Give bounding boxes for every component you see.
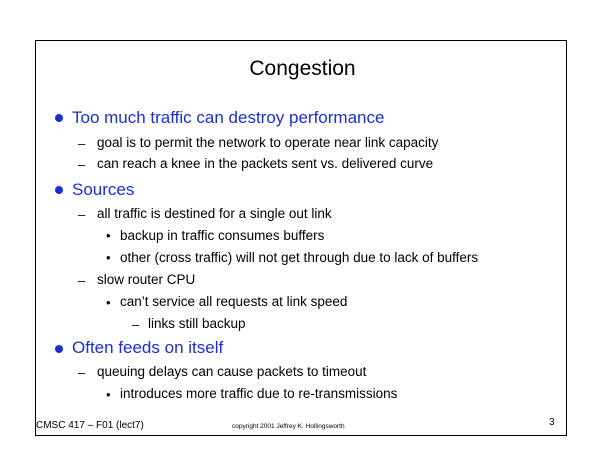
dot-marker: • [106, 387, 111, 402]
dash-marker: – [78, 273, 86, 288]
bullet-1-sub-1: goal is to permit the network to operate near link capacity [97, 135, 439, 150]
bullet-2-marker [55, 186, 63, 194]
slide-title: Congestion [249, 57, 356, 80]
dot-marker: • [106, 228, 111, 243]
page-number: 3 [549, 417, 555, 428]
bullet-1-sub-2: can reach a knee in the packets sent vs. delivered curve [97, 156, 434, 171]
dash-marker: – [132, 317, 140, 332]
dash-marker: – [78, 207, 86, 222]
dash-marker: – [78, 136, 86, 151]
bullet-2-sub-2: backup in traffic consumes buffers [120, 228, 325, 243]
bullet-2-text: Sources [72, 180, 135, 199]
bullet-3-text: Often feeds on itself [72, 338, 224, 357]
bullet-2-sub-4: slow router CPU [97, 272, 196, 287]
dot-marker: • [106, 250, 111, 265]
footer-copyright: copyright 2001 Jeffrey K. Hollingsworth [232, 423, 345, 430]
dash-marker: – [78, 365, 86, 380]
bullet-2-sub-5: can’t service all requests at link speed [120, 294, 348, 309]
bullet-2-sub-6: links still backup [148, 316, 246, 331]
footer-course: CMSC 417 – F01 (lect7) [36, 420, 144, 431]
bullet-2-sub-1: all traffic is destined for a single out link [97, 206, 332, 221]
bullet-1-text: Too much traffic can destroy performance [72, 108, 385, 127]
bullet-3-sub-2: introduces more traffic due to re-transmissions [120, 386, 398, 401]
bullet-2-sub-3: other (cross traffic) will not get through due to lack of buffers [120, 250, 479, 265]
bullet-3-marker [55, 345, 63, 353]
bullet-3-sub-1: queuing delays can cause packets to timeout [97, 364, 367, 379]
dash-marker: – [78, 157, 86, 172]
dot-marker: • [106, 295, 111, 310]
bullet-1-marker [55, 114, 63, 122]
